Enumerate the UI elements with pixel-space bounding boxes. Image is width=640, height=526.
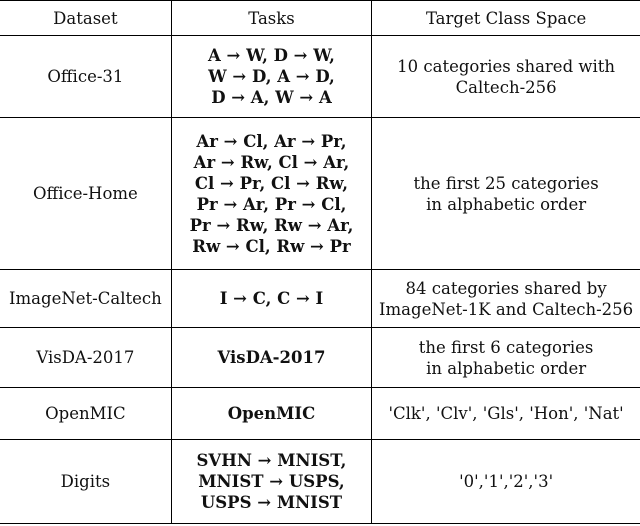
dataset-cell: ImageNet-Caltech	[0, 270, 171, 328]
task-line: Ar → Rw, Cl → Ar,	[193, 152, 350, 172]
task-line: D → A, W → A	[211, 88, 332, 107]
target-line: 84 categories shared by	[405, 278, 607, 298]
tasks-cell	[171, 388, 371, 440]
target-cell	[372, 118, 640, 270]
target-cell	[372, 328, 640, 388]
table-row	[0, 328, 640, 388]
task-line: MNIST → USPS,	[198, 472, 345, 491]
tasks-cell	[171, 36, 371, 118]
target-line: the first 6 categories	[418, 337, 594, 357]
target-line: the first 25 categories	[413, 173, 599, 193]
task-line: A → W, D → W,	[208, 46, 335, 65]
header-tasks: Tasks	[171, 1, 371, 36]
table-row	[0, 270, 640, 328]
target-line: '0','1','2','3'	[459, 472, 554, 491]
target-line: in alphabetic order	[426, 358, 587, 378]
tasks-cell	[171, 328, 371, 388]
tasks-cell	[171, 270, 371, 328]
dataset-cell: Digits	[0, 440, 171, 524]
target-line: in alphabetic order	[426, 194, 587, 214]
target-cell	[372, 440, 640, 524]
dataset-cell: VisDA-2017	[0, 328, 171, 388]
task-line: Ar → Cl, Ar → Pr,	[196, 131, 347, 151]
target-line: Caltech-256	[455, 77, 557, 97]
task-line: SVHN → MNIST,	[196, 451, 347, 470]
task-line: W → D, A → D,	[208, 67, 335, 86]
task-line: I → C, C → I	[219, 289, 324, 308]
target-line: 'Clk', 'Clv', 'Gls', 'Hon', 'Nat'	[388, 404, 624, 423]
task-line: USPS → MNIST	[200, 493, 343, 512]
task-line: Pr → Rw, Rw → Ar,	[189, 215, 354, 235]
header-row	[0, 1, 640, 36]
task-line: Pr → Ar, Pr → Cl,	[196, 194, 347, 214]
task-line: OpenMIC	[227, 404, 316, 423]
target-cell	[372, 36, 640, 118]
task-line: VisDA-2017	[217, 348, 326, 367]
table-row	[0, 388, 640, 440]
task-line: Rw → Cl, Rw → Pr	[192, 236, 351, 256]
target-line: 10 categories shared with	[397, 56, 616, 76]
header-target-class-space: Target Class Space	[372, 1, 640, 36]
target-cell	[372, 270, 640, 328]
table-row	[0, 440, 640, 524]
dataset-cell: OpenMIC	[0, 388, 171, 440]
dataset-cell: Office-Home	[0, 118, 171, 270]
table-header	[0, 1, 640, 36]
task-line: Cl → Pr, Cl → Rw,	[194, 173, 349, 193]
table-row	[0, 36, 640, 118]
target-line: ImageNet-1K and Caltech-256	[379, 299, 634, 319]
table-row	[0, 118, 640, 270]
table-body	[0, 36, 640, 524]
tasks-cell	[171, 440, 371, 524]
target-cell	[372, 388, 640, 440]
header-dataset: Dataset	[0, 1, 171, 36]
dataset-cell: Office-31	[0, 36, 171, 118]
tasks-cell	[171, 118, 371, 270]
